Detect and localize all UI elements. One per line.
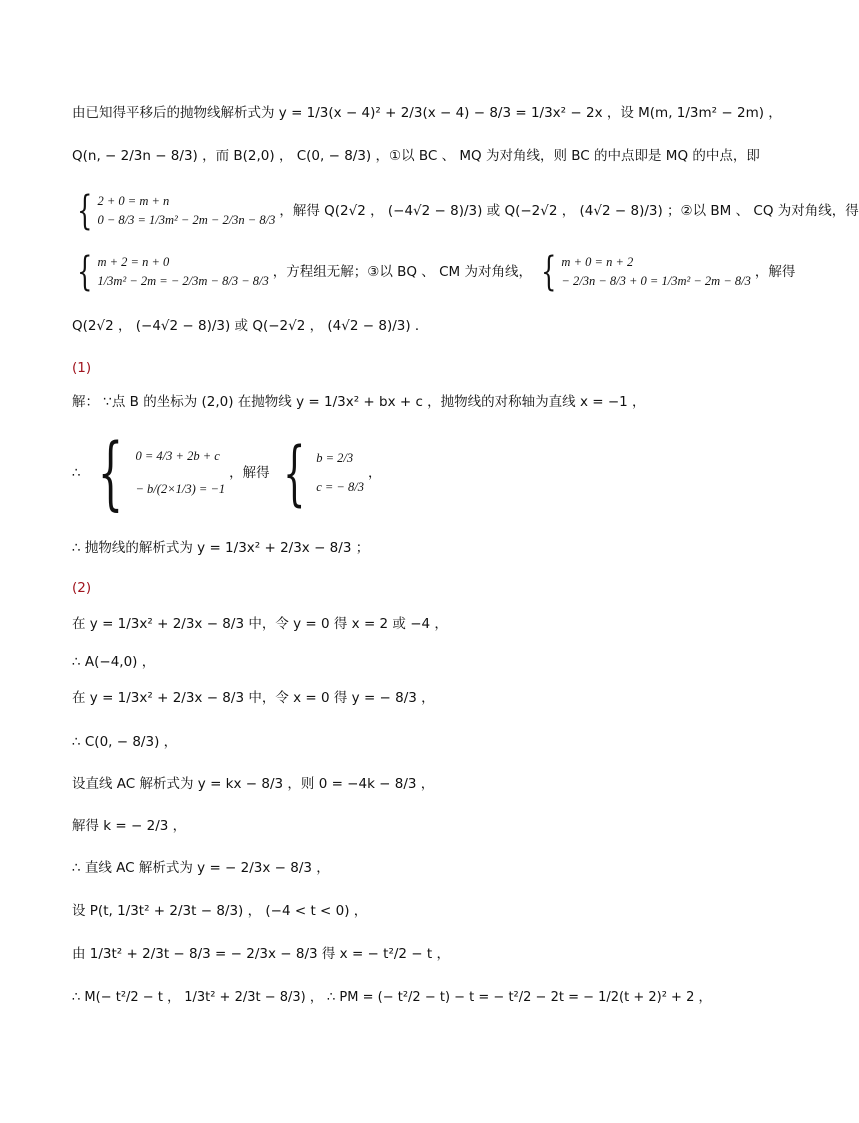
part-2-line-1 (72, 616, 754, 632)
part-2-line-8 (72, 903, 754, 919)
system-row: − b/(2×1/3) = −1 (135, 482, 226, 496)
text-line: ，方程组无解；③以 BQ 、 CM 为对角线， (272, 263, 532, 280)
text-line: ∴ 抛物线的解析式为 y = 1/3x² + 2/3x − 8/3 ； (72, 540, 370, 556)
text-line: ∴ M(− t²/2 − t ， 1/3t² + 2/3t − 8/3) ， ∴ PM = (− t²/2 − t) − t = − t²/2 − 2t = − 1/2(t + 2)² + 2 ， (72, 990, 712, 1005)
part-2-line-3 (72, 690, 754, 706)
brace-icon: { (541, 249, 557, 295)
text-line: 由已知得平移后的抛物线解析式为 y = 1/3(x − 4)² + 2/3(x − 4) − 8/3 = 1/3x² − 2x ，设 M(m, 1/3m² − 2m) ， (72, 105, 782, 121)
part-2-line-7 (72, 860, 754, 876)
system-row: 2 + 0 = m + n (97, 194, 170, 208)
text-line: 解得 k = − 2/3 ， (72, 818, 187, 834)
text-line: 在 y = 1/3x² + 2/3x − 8/3 中，令 y = 0 得 x = 2 或 −4 ， (72, 616, 448, 632)
part-1-line-3 (72, 540, 754, 556)
part-2-heading (72, 580, 754, 596)
solution-line-3 (72, 188, 859, 234)
text-line: 解： ∵点 B 的坐标为 (2,0) 在抛物线 y = 1/3x² + bx + c ，抛物线的对称轴为直线 x = −1 ， (72, 394, 646, 410)
solution-line-5 (72, 318, 754, 334)
therefore-icon: ∴ (72, 464, 81, 481)
solution-line-1 (72, 105, 782, 121)
text-line: 在 y = 1/3x² + 2/3x − 8/3 中，令 x = 0 得 y = − 8/3 ， (72, 690, 435, 706)
brace-icon: { (97, 426, 123, 519)
solution-line-2 (72, 148, 760, 164)
brace-icon: { (282, 432, 306, 514)
part-label: (2) (72, 580, 92, 596)
part-2-line-10 (72, 990, 754, 1006)
part-1-heading (72, 360, 754, 376)
part-1-line-1 (72, 394, 754, 410)
text-line: ，解得 (229, 464, 270, 481)
part-2-line-6 (72, 818, 754, 834)
equation-system (536, 248, 751, 296)
brace-icon: { (77, 188, 93, 234)
equation-system (72, 187, 275, 235)
system-row: 1/3m² − 2m = − 2/3m − 8/3 − 8/3 (97, 274, 269, 288)
text-line: ∴ 直线 AC 解析式为 y = − 2/3x − 8/3 ， (72, 860, 330, 876)
part-1-systems: ∴ { 0 = 4/3 + 2b + c − b/(2×1/3) = −1 ，解得 { b = 2/3 c = − 8/3 ， (72, 426, 382, 519)
text-line: Q(2√2 ， (−4√2 − 8)/3) 或 Q(−2√2 ， (4√2 − 8)/3) ． (72, 318, 429, 334)
text-line: ，解得 (754, 263, 796, 280)
equation-system (272, 431, 364, 515)
text-line: 由 1/3t² + 2/3t − 8/3 = − 2/3x − 8/3 得 x = − t²/2 − t ， (72, 946, 450, 962)
text-line: ，解得 Q(2√2 ， (−4√2 − 8)/3) 或 Q(−2√2 ， (4√2 − 8)/3) ；②以 BM 、 CQ 为对角线，得 (279, 202, 859, 219)
system-row: 0 = 4/3 + 2b + c (135, 449, 220, 463)
part-2-line-4 (72, 734, 754, 750)
text-line: 设直线 AC 解析式为 y = kx − 8/3 ，则 0 = −4k − 8/3 ， (72, 776, 435, 792)
part-2-line-9 (72, 946, 754, 962)
system-row: m + 2 = n + 0 (97, 255, 170, 269)
text-line: ∴ C(0, − 8/3) ， (72, 734, 178, 750)
system-row: b = 2/3 (316, 451, 354, 465)
text-line: 设 P(t, 1/3t² + 2/3t − 8/3) ， (−4 < t < 0) ， (72, 903, 368, 919)
text-line: ∴ A(−4,0) ， (72, 654, 156, 670)
equation-system (85, 425, 226, 521)
system-row: − 2/3n − 8/3 + 0 = 1/3m² − 2m − 8/3 (561, 274, 751, 288)
system-row: m + 0 = n + 2 (561, 255, 634, 269)
equation-system (72, 248, 269, 296)
part-2-line-5 (72, 776, 754, 792)
part-2-line-2 (72, 654, 754, 670)
text-line: Q(n, − 2/3n − 8/3) ，而 B(2,0) ， C(0, − 8/3) ，①以 BC 、 MQ 为对角线，则 BC 的中点即是 MQ 的中点，即 (72, 148, 760, 164)
system-row: 0 − 8/3 = 1/3m² − 2m − 2/3n − 8/3 (97, 213, 276, 227)
solution-line-4 (72, 247, 796, 297)
part-label: (1) (72, 360, 92, 376)
brace-icon: { (77, 249, 93, 295)
system-row: c = − 8/3 (316, 480, 364, 494)
